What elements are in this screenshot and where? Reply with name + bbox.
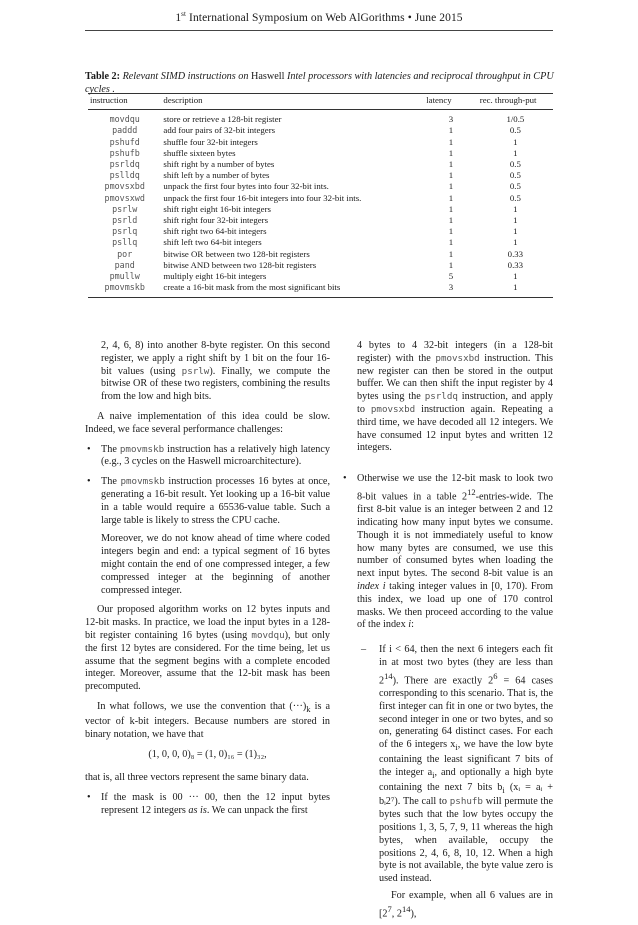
cell-latency: 1 <box>448 181 454 192</box>
cell-throughput: 1 <box>513 237 518 248</box>
table-row <box>88 159 553 170</box>
cell-instruction: pmovsxwd <box>104 192 145 203</box>
cell-throughput: 1 <box>513 203 518 214</box>
bullet-icon: • <box>87 476 91 488</box>
cell-instruction: movdqu <box>109 114 140 125</box>
cell-description: shift right two 64-bit integers <box>163 226 267 237</box>
cell-latency: 1 <box>448 248 454 259</box>
cell-throughput: 0.5 <box>509 159 521 170</box>
cell-instruction: pshufd <box>109 136 140 147</box>
cell-description: multiply eight 16-bit integers <box>163 271 267 282</box>
cell-instruction: pslldq <box>109 170 140 181</box>
table-row <box>88 181 553 192</box>
simd-instructions-table <box>88 93 553 298</box>
left-column <box>85 340 330 825</box>
table-row <box>88 137 553 148</box>
cell-description: shuffle four 32-bit integers <box>163 136 258 147</box>
cell-throughput: 0.5 <box>509 125 521 136</box>
cell-instruction: pmovsxbd <box>104 181 145 192</box>
paragraph: Our proposed algorithm works on 12 bytes inputs and 12-bit masks. In practice, we load the input bytes in a 128-bit register containing 16 bytes (using movdqu), but only the first 12 bytes are considered. For the time being, let us assume that the segment begins with a complete encoded integer. Moreover, assume that the 12-bit mask has been precomputed. <box>85 604 330 693</box>
header-instruction: instruction <box>90 95 128 105</box>
cell-throughput: 0.5 <box>509 170 521 181</box>
cell-throughput: 1/0.5 <box>506 114 525 125</box>
table-caption: Table 2: Relevant SIMD instructions on Haswell Intel processors with latencies and reciprocal throughput in CPU cycles . <box>85 71 554 95</box>
cell-description: create a 16-bit mask from the most significant bits <box>163 282 341 293</box>
cell-latency: 1 <box>448 192 454 203</box>
header-rule <box>85 30 553 31</box>
cell-latency: 1 <box>448 226 454 237</box>
cell-description: shift left by a number of bytes <box>163 170 270 181</box>
cell-description: shuffle sixteen bytes <box>163 147 236 158</box>
header-latency: latency <box>426 95 452 105</box>
cell-latency: 1 <box>448 215 454 226</box>
paragraph: A naive implementation of this idea could be slow. Indeed, we face several performance challenges: <box>85 410 330 435</box>
cell-instruction: pmullw <box>109 271 140 282</box>
table-row <box>88 148 553 159</box>
table-row <box>88 215 553 226</box>
cell-instruction: por <box>117 248 133 259</box>
cell-latency: 1 <box>448 203 454 214</box>
cell-throughput: 1 <box>513 215 518 226</box>
list-item: • The pmovmskb instruction processes 16 bytes at once, generating a 16-bit result. Yet looking up a 16-bit value in a table would require a 65536-value table. Such a large table is likely to stress the CPU cache. Moreover, we do not know ahead of time where coded integers begin and end: a typical segment of 16 bytes might contain the end of one compressed integer, a few compressed integer at the beginning of another compressed integer. <box>87 476 331 596</box>
cell-instruction: pand <box>114 259 135 270</box>
cell-description: unpack the first four bytes into four 32-bit ints. <box>163 181 329 192</box>
cell-description: shift right eight 16-bit integers <box>163 203 271 214</box>
equation: (1, 0, 0, 0)₈ = (1, 0)₁₆ = (1)₃₂, <box>148 749 267 761</box>
cell-throughput: 0.33 <box>507 248 524 259</box>
cell-description: add four pairs of 32-bit integers <box>163 125 276 136</box>
cell-throughput: 1 <box>513 282 518 293</box>
cell-instruction: psrlw <box>112 203 138 214</box>
running-header: 1st International Symposium on Web AlGorithms • June 2015 <box>175 10 463 24</box>
table-header-row <box>88 94 553 110</box>
cell-latency: 1 <box>448 237 454 248</box>
cell-description: bitwise OR between two 128-bit registers <box>163 248 310 259</box>
cell-latency: 1 <box>448 170 454 181</box>
cell-latency: 1 <box>448 125 454 136</box>
cell-throughput: 0.5 <box>509 181 521 192</box>
cell-throughput: 1 <box>513 226 518 237</box>
cell-throughput: 0.5 <box>509 192 521 203</box>
paragraph: 2, 4, 6, 8) into another 8-byte register. On this second register, we apply a right shift by 1 bit on the four 16-bit values (using psrlw). Finally, we compute the bitwise OR of these two registers, combining the results from the low and high bits. <box>101 340 330 403</box>
list-item: • If the mask is 00 ··· 00, then the 12 input bytes represent 12 integers as is. We can unpack the first <box>87 791 330 816</box>
table-row <box>88 249 553 260</box>
paragraph: that is, all three vectors represent the same binary data. <box>85 772 309 784</box>
cell-instruction: psrlq <box>112 226 138 237</box>
cell-latency: 3 <box>448 282 454 293</box>
header-throughput: rec. through-put <box>479 95 537 105</box>
bullet-icon: • <box>87 443 91 455</box>
table-row <box>88 170 553 181</box>
sub-list-item: – If i < 64, then the next 6 integers each fit in at most two bytes (they are less than $2^{14}$). There are exactly $2^6 = 64$ cases corresponding to this scenario. That is, the first integer can fit in one or two bytes, the second integer in one or two bytes, and so on, generating 64 distinct cases. For each of the 6 integers $x_i$, we have the low byte containing the least significant 7 bits of the integer $a_i$, and optionally a high byte containing the next 7 bits $b_i$ (xᵢ = aᵢ + bᵢ2⁷). The call to pshufb will permute the bytes such that the low bytes occupy the positions 1, 3, 5, 7, 9, 11 whereas the high bytes, when available, occupy the positions 2, 4, 6, 8, 10, 12. When a high byte is not available, the byte value zero is used instead. For example, when all 6 values are in [$2^7$, $2^{14}$), <box>361 644 553 920</box>
table-row <box>88 110 553 126</box>
table-row <box>88 271 553 282</box>
cell-instruction: paddd <box>112 125 138 136</box>
table-row <box>88 226 553 237</box>
cell-description: shift right by a number of bytes <box>163 159 275 170</box>
cell-description: bitwise AND between two 128-bit registers <box>163 259 317 270</box>
table-row <box>88 125 553 136</box>
table-row <box>88 193 553 204</box>
cell-latency: 1 <box>448 136 454 147</box>
table-row <box>88 282 553 298</box>
right-column <box>341 340 553 925</box>
table-row <box>88 204 553 215</box>
cell-instruction: pmovmskb <box>104 282 145 293</box>
cell-throughput: 1 <box>513 271 518 282</box>
bullet-icon: • <box>87 791 91 803</box>
dash-icon: – <box>361 644 367 656</box>
cell-throughput: 1 <box>513 147 518 158</box>
cell-description: store or retrieve a 128-bit register <box>163 114 282 125</box>
paragraph: In what follows, we use the convention that $(\cdot\cdot\cdot)_k$ is a vector of k-bit integers. Because numbers are stored in binary notation, we have that <box>85 700 330 740</box>
cell-latency: 1 <box>448 147 454 158</box>
cell-throughput: 1 <box>513 136 518 147</box>
cell-instruction: psrldq <box>109 159 140 170</box>
paragraph: 4 bytes to 4 32-bit integers (in a 128-bit register) with the pmovsxbd instruction. This new register can then be stored in the output buffer. We can then shift the input register by 4 bytes using the psrldq instruction, and apply to pmovsxbd instruction again. Repeating a third time, we have decoded all 12 integers. We have consumed 12 input bytes and written 12 integers. <box>357 340 554 454</box>
cell-description: shift left two 64-bit integers <box>163 237 262 248</box>
cell-description: shift right four 32-bit integers <box>163 215 268 226</box>
cell-description: unpack the first four 16-bit integers into four 32-bit ints. <box>163 192 362 203</box>
list-item: • The pmovmskb instruction has a relatively high latency (e.g., 3 cycles on the Haswell microarchitecture). <box>87 443 330 468</box>
cell-latency: 1 <box>448 159 454 170</box>
table-row <box>88 260 553 271</box>
cell-latency: 3 <box>448 114 454 125</box>
table-row <box>88 237 553 248</box>
cell-latency: 5 <box>448 271 454 282</box>
cell-throughput: 0.33 <box>507 259 524 270</box>
header-description: description <box>163 95 203 105</box>
list-item: • Otherwise we use the 12-bit mask to look two 8-bit values in a table $2^{12}-entries$-wide. The first 8-bit value is an integer between 2 and 12 indicating how many input bytes we consume. Though it is not immediately useful to know how many bytes are consumed, we use this number of consumed bytes when loading the next input bytes. The second 8-bit value is an index i taking integer values in [0, 170). From this index, we load up one of 170 control masks. We then proceed according to the value of the index i: <box>343 473 553 631</box>
cell-instruction: psllq <box>112 237 138 248</box>
cell-latency: 1 <box>448 259 454 270</box>
cell-instruction: pshufb <box>109 147 140 158</box>
cell-instruction: psrld <box>112 215 138 226</box>
bullet-icon: • <box>343 473 347 485</box>
